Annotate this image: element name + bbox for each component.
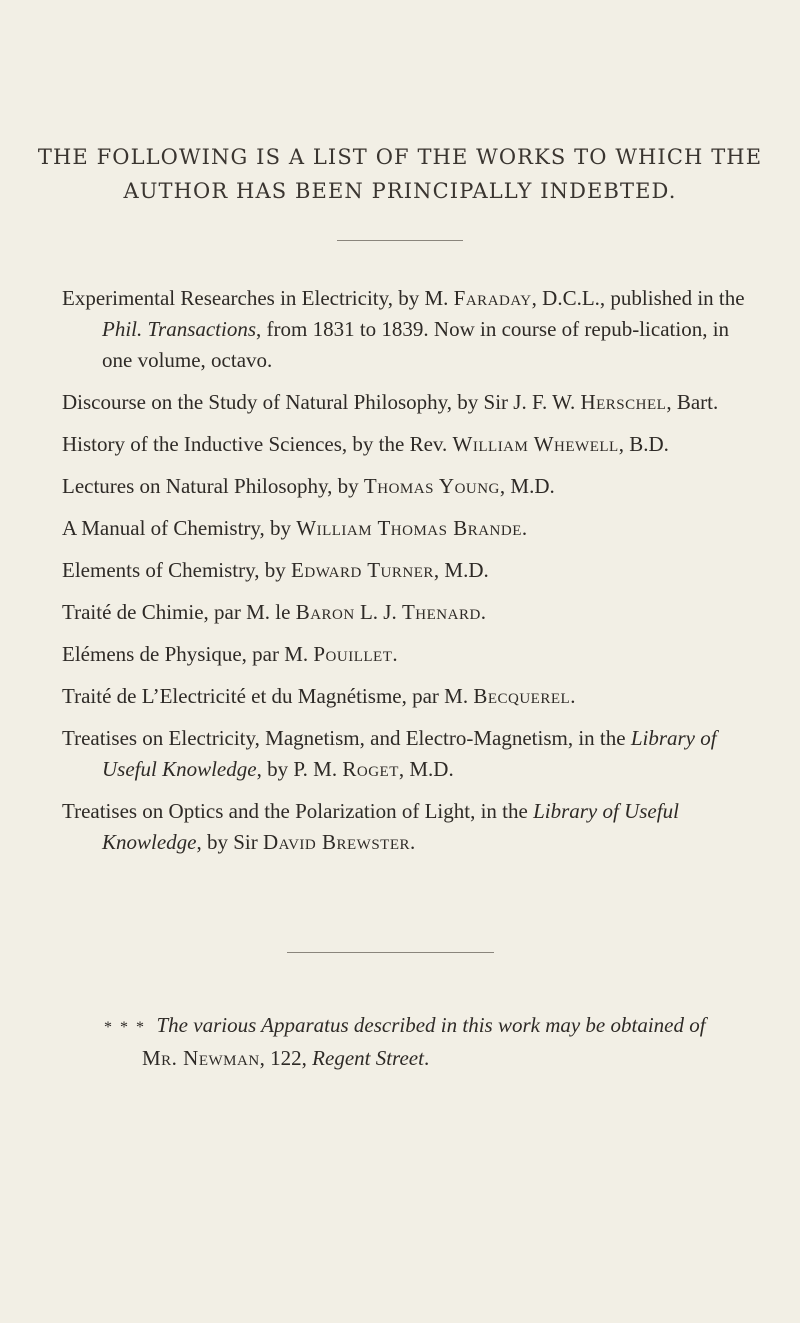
- work-title: Elements of Chemistry, by: [62, 558, 292, 582]
- supplier-street: Regent Street: [312, 1046, 424, 1070]
- work-author: Edward Turner: [291, 558, 434, 582]
- note-line-2: [104, 1043, 754, 1074]
- note-text: .: [423, 1046, 430, 1070]
- work-title: Discourse on the Study of Natural Philosophy, by Sir J. F. W.: [62, 390, 581, 414]
- section-divider: [287, 952, 494, 953]
- work-title: Treatises on Electricity, Magnetism, and Electro-Magnetism, in the: [62, 726, 631, 750]
- work-author: Becquerel: [473, 684, 571, 708]
- work-entry-young: [62, 471, 752, 502]
- work-text: , M.D.: [433, 558, 489, 582]
- work-series: Library of Useful Knowledge: [102, 799, 679, 854]
- work-author: Thenard: [401, 600, 481, 624]
- heading-line-1: THE FOLLOWING IS A LIST OF THE WORKS TO WHICH THE: [37, 145, 763, 169]
- work-text: , by Sir: [196, 830, 264, 854]
- work-text: , D.C.L., published in the: [531, 286, 745, 310]
- work-journal: Phil. Transactions: [102, 317, 257, 341]
- works-list: [62, 283, 752, 869]
- supplier-name: Mr. Newman: [142, 1046, 260, 1070]
- work-author: Faraday: [453, 286, 532, 310]
- work-author: Herschel: [580, 390, 667, 414]
- work-entry-brewster: [62, 796, 752, 858]
- work-author: William Whewell: [452, 432, 619, 456]
- work-text: .: [392, 642, 398, 666]
- heading-divider: [337, 240, 463, 241]
- note-line-1: [104, 1010, 754, 1043]
- work-title: Elémens de Physique, par M.: [62, 642, 314, 666]
- work-author: Thomas Young: [363, 474, 500, 498]
- apparatus-note: [104, 1010, 754, 1074]
- work-author: David Brewster: [263, 830, 410, 854]
- work-author: Pouillet: [313, 642, 393, 666]
- work-entry-pouillet: [62, 639, 752, 670]
- work-author: Roget: [342, 757, 399, 781]
- work-author: Baron: [295, 600, 355, 624]
- work-entry-becquerel: [62, 681, 752, 712]
- work-entry-brande: [62, 513, 752, 544]
- work-text: .: [410, 830, 416, 854]
- work-title: A Manual of Chemistry, by: [62, 516, 297, 540]
- work-entry-thenard: [62, 597, 752, 628]
- page-heading: [0, 140, 800, 208]
- work-title: Lectures on Natural Philosophy, by: [62, 474, 364, 498]
- work-author: William Thomas Brande: [296, 516, 522, 540]
- work-title: Treatises on Optics and the Polarization of Light, in the: [62, 799, 534, 823]
- work-text: .: [570, 684, 576, 708]
- work-entry-turner: [62, 555, 752, 586]
- work-text: , by P. M.: [256, 757, 343, 781]
- work-series: Library of Useful Knowledge: [102, 726, 717, 781]
- work-text: .: [480, 600, 487, 624]
- work-text: , from 1831 to 1839. Now in course of repub-lication, in one volume, octavo.: [102, 317, 730, 372]
- work-title: Experimental Researches in Electricity, by M.: [62, 286, 454, 310]
- work-text: , M.D.: [499, 474, 555, 498]
- work-text: , Bart.: [666, 390, 719, 414]
- supplier-address: , 122,: [259, 1046, 313, 1070]
- work-entry-faraday: [62, 283, 752, 376]
- work-entry-roget: [62, 723, 752, 785]
- work-text: , B.D.: [618, 432, 669, 456]
- asterism-icon: * * *: [104, 1019, 146, 1036]
- work-entry-herschel: [62, 387, 752, 418]
- heading-line-2: AUTHOR HAS BEEN PRINCIPALLY INDEBTED.: [123, 179, 677, 203]
- work-text: .: [521, 516, 528, 540]
- work-title: Traité de Chimie, par M. le: [62, 600, 296, 624]
- work-title: Traité de L’Electricité et du Magnétisme, par M.: [62, 684, 474, 708]
- work-text: L. J.: [354, 600, 402, 624]
- work-entry-whewell: [62, 429, 752, 460]
- work-title: History of the Inductive Sciences, by the Rev.: [62, 432, 453, 456]
- note-text: The various Apparatus described in this work may be obtained of: [156, 1013, 706, 1037]
- work-text: , M.D.: [398, 757, 454, 781]
